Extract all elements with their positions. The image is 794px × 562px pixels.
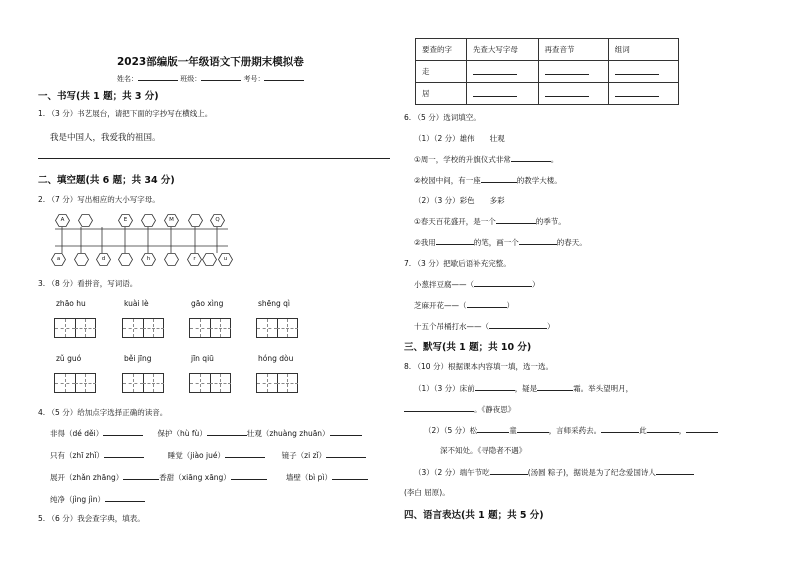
q8-blank[interactable] (404, 403, 474, 412)
q4-blank[interactable] (105, 493, 145, 502)
q8-part3-cont: (李白 屈原)。 (404, 488, 450, 497)
q8-blank[interactable] (475, 382, 515, 391)
name-label: 姓名： (117, 75, 138, 83)
table-cell-blank[interactable] (538, 83, 608, 105)
q8-blank[interactable] (490, 466, 528, 475)
q2-letter: M (169, 217, 174, 223)
q3-writing-grid[interactable] (256, 318, 298, 338)
q2-uppercase-hexagon (118, 214, 133, 227)
table-row (416, 61, 679, 83)
q3-writing-grid[interactable] (256, 373, 298, 393)
exam-no-label: 考号： (243, 75, 265, 83)
q6-part2-b: ②我用 的笔，画一个 的春天。 (414, 238, 587, 247)
q4-blank[interactable] (332, 471, 368, 480)
q3-writing-grid[interactable] (122, 373, 164, 393)
q4-blank[interactable] (330, 427, 362, 436)
q2-lowercase-hexagon[interactable] (118, 253, 133, 266)
q7-item-b: 芝麻开花——（ ） (414, 301, 514, 310)
q2-letter (164, 253, 179, 266)
q6-part1-a: ①周一，学校的升旗仪式非常 。 (414, 155, 559, 164)
q2-letter (202, 253, 217, 266)
q2-uppercase-hexagon[interactable] (78, 214, 93, 227)
q2-lowercase-hexagon[interactable] (74, 253, 89, 266)
table-row (416, 83, 679, 105)
table-header-cell: 要查的字 (416, 39, 467, 61)
q2-letter (74, 253, 89, 266)
q2-stem: 2. （7 分）写出相应的大小写字母。 (38, 195, 160, 204)
q2-letter (141, 214, 156, 227)
q3-pinyin-label: běi jīng (124, 354, 152, 363)
q7-stem: 7. （3 分）把歇后语补充完整。 (404, 259, 511, 268)
q2-uppercase-hexagon (210, 214, 225, 227)
q3-writing-grid[interactable] (189, 373, 231, 393)
q4-row-4 (50, 493, 145, 505)
q2-lowercase-hexagon (141, 253, 156, 266)
table-cell-blank[interactable] (538, 61, 608, 83)
q4-blank[interactable] (104, 449, 144, 458)
q8-part2: （2）（5 分）松 童 ，言师采药去。 此 ， (424, 424, 718, 436)
dictionary-lookup-table (415, 38, 679, 105)
q7-blank[interactable] (489, 320, 547, 329)
q8-blank[interactable] (686, 424, 718, 433)
q8-part1-cont: 。《静夜思》 (404, 403, 515, 415)
q8-blank[interactable] (647, 424, 679, 433)
table-cell-blank[interactable] (466, 83, 538, 105)
q3-pinyin-label: zhāo hu (56, 299, 86, 308)
q7-blank[interactable] (467, 299, 507, 308)
q3-stem: 3. （8 分）看拼音，写词语。 (38, 279, 138, 288)
q4-row-2 (50, 449, 366, 461)
q4-blank[interactable] (225, 449, 265, 458)
q2-lowercase-hexagon[interactable] (164, 253, 179, 266)
q4-blank[interactable] (123, 471, 159, 480)
table-cell-blank[interactable] (608, 61, 678, 83)
q6-part2-heading: （2）（3 分）彩色 多彩 (414, 196, 505, 205)
q2-lowercase-hexagon (96, 253, 111, 266)
q2-uppercase-hexagon[interactable] (188, 214, 203, 227)
q2-letter (188, 214, 203, 227)
q1-text: 我是中国人，我爱我的祖国。 (50, 133, 161, 143)
q3-writing-grid[interactable] (54, 373, 96, 393)
q3-writing-grid[interactable] (54, 318, 96, 338)
q3-writing-grid[interactable] (122, 318, 164, 338)
table-cell-blank[interactable] (466, 61, 538, 83)
q6-stem: 6. （5 分）选词填空。 (404, 113, 481, 122)
q4-item: 保护（hù fù） (157, 429, 207, 438)
q2-letter: u (223, 256, 228, 262)
q6-blank[interactable] (436, 236, 474, 245)
q7-item-a: 小葱拌豆腐——（ ） (414, 280, 540, 289)
q2-letter: a (56, 256, 61, 262)
q6-part1-b: ②校园中间，有一座 的教学大楼。 (414, 176, 562, 185)
section-1-heading: 一、书写(共 1 题；共 3 分) (38, 91, 159, 102)
q2-letter: r (193, 256, 196, 262)
q8-stem: 8. （10 分）根据课本内容填一填，选一选。 (404, 362, 553, 371)
q2-letter: E (123, 217, 128, 223)
q6-blank[interactable] (511, 153, 551, 162)
q4-blank[interactable] (326, 449, 366, 458)
table-header-row (416, 39, 679, 61)
q8-blank[interactable] (477, 424, 509, 433)
q5-stem: 5. （6 分）我会查字典，填表。 (38, 514, 145, 523)
q7-item-c: 十五个吊桶打水——（ ） (414, 322, 555, 331)
q8-blank[interactable] (537, 382, 573, 391)
table-header-cell: 组词 (608, 39, 678, 61)
q4-item: 纯净（jìng jìn） (50, 495, 105, 504)
q4-item: 壮观（zhuàng zhuān） (246, 429, 330, 438)
section-3-heading: 三、默写(共 1 题；共 10 分) (404, 342, 532, 353)
q6-part2-a: ①春天百花盛开，是一个 的季节。 (414, 217, 566, 226)
q4-blank[interactable] (207, 427, 247, 436)
section-2-heading: 二、填空题(共 6 题；共 34 分) (38, 175, 175, 186)
table-cell-blank[interactable] (608, 83, 678, 105)
table-header-cell: 先查大写字母 (466, 39, 538, 61)
q6-blank[interactable] (496, 215, 536, 224)
table-header-cell: 再查音节 (538, 39, 608, 61)
q2-letter: d (101, 256, 106, 262)
q7-blank[interactable] (474, 278, 532, 287)
q4-blank[interactable] (103, 427, 143, 436)
q3-pinyin-label: hóng dòu (258, 354, 294, 363)
q2-lowercase-hexagon (51, 253, 66, 266)
q3-pinyin-label: shēng qì (258, 299, 291, 308)
q6-blank[interactable] (519, 236, 557, 245)
q8-part2-cont: 深不知处。《寻隐者不遇》 (440, 446, 527, 455)
q4-item: 墙壁（bì pì） (285, 473, 332, 482)
q2-letter: Q (215, 217, 220, 223)
q8-part1: （1）（3 分）床前 ，疑是 霜。举头望明月， (414, 384, 634, 393)
q2-uppercase-hexagon (164, 214, 179, 227)
q3-writing-grid[interactable] (189, 318, 231, 338)
q4-item: 非得（dé děi） (50, 429, 104, 438)
q4-row-3 (50, 471, 368, 483)
q8-part3: （3）（2 分）端午节吃 (汤圆 粽子)，据说是为了纪念爱国诗人 (414, 466, 694, 478)
q2-lowercase-hexagon[interactable] (202, 253, 217, 266)
q2-letter: A (60, 217, 65, 223)
section-4-heading: 四、语言表达(共 1 题；共 5 分) (404, 510, 544, 521)
q2-uppercase-hexagon[interactable] (141, 214, 156, 227)
q2-lowercase-hexagon (218, 253, 233, 266)
q4-row-1 (50, 427, 362, 439)
q2-letter (78, 214, 93, 227)
q8-blank[interactable] (517, 424, 549, 433)
q1-stem: 1. （3 分）书艺展台，请把下面的字抄写在横线上。 (38, 109, 213, 118)
table-cell-char: 走 (416, 61, 467, 83)
q3-pinyin-label: jīn qiū (191, 354, 214, 363)
page-title: 2023部编版一年级语文下册期末模拟卷 (117, 56, 304, 68)
q4-stem: 4. （5 分）给加点字选择正确的读音。 (38, 408, 168, 417)
q4-blank[interactable] (231, 471, 267, 480)
q6-part1-heading: （1）（2 分）雄伟 壮观 (414, 134, 505, 143)
q3-pinyin-label: zǔ guó (56, 354, 82, 363)
q3-pinyin-label: kuài lè (124, 299, 149, 308)
q4-item: 香甜（xiāng xāng） (159, 473, 231, 482)
q3-pinyin-label: gāo xìng (191, 299, 224, 308)
q8-blank[interactable] (601, 424, 639, 433)
q4-item: 睡觉（jiào jué） (167, 451, 225, 460)
q2-uppercase-hexagon (55, 214, 70, 227)
q6-blank[interactable] (481, 174, 517, 183)
q8-blank[interactable] (656, 466, 694, 475)
q2-letter: h (146, 256, 151, 262)
q4-item: 只有（zhī zhǐ） (50, 451, 104, 460)
q4-item: 镜子（zi zǐ） (281, 451, 327, 460)
table-cell-char: 居 (416, 83, 467, 105)
class-label: 班级： (180, 75, 202, 83)
q2-letter (118, 253, 133, 266)
q2-lowercase-hexagon (187, 253, 202, 266)
q4-item: 展开（zhǎn zhāng） (50, 473, 124, 482)
